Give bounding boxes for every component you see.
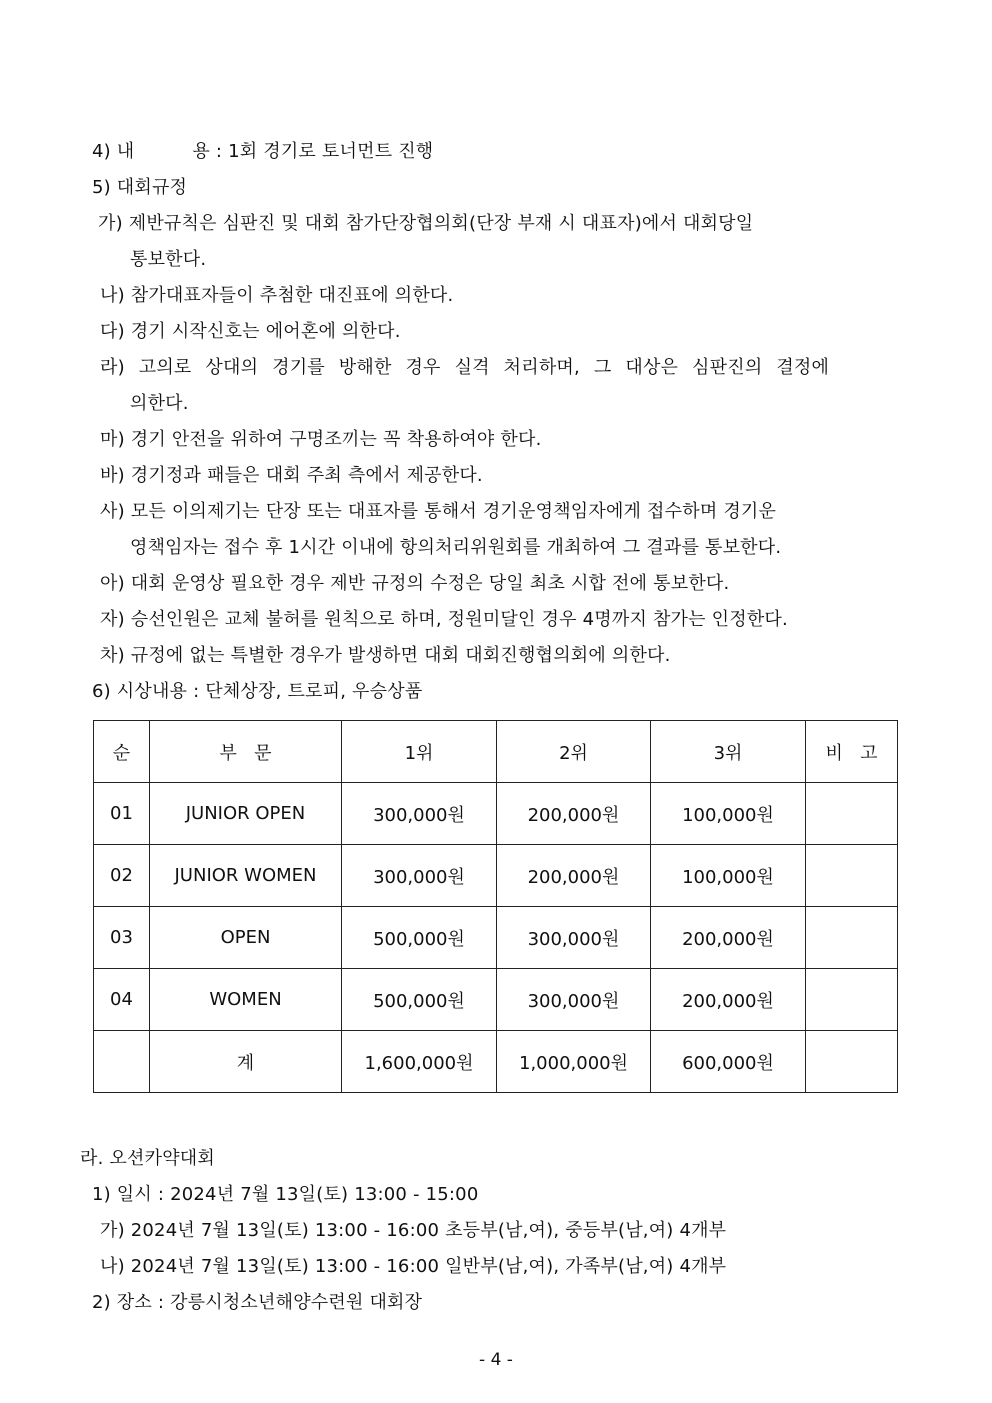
cell-division: JUNIOR WOMEN — [150, 845, 342, 907]
cell-second: 300,000원 — [497, 969, 651, 1031]
cell-rank: 02 — [94, 845, 150, 907]
cell-rank — [94, 1031, 150, 1093]
page-number: - 4 - — [479, 1350, 513, 1370]
cell-total-second: 1,000,000원 — [497, 1031, 651, 1093]
cell-remarks — [806, 845, 898, 907]
cell-rank: 01 — [94, 783, 150, 845]
rule-ra-line1: 라) 고의로 상대의 경기를 방해한 경우 실격 처리하며, 그 대상은 심판진의 결정에 — [100, 357, 830, 378]
cell-second: 300,000원 — [497, 907, 651, 969]
cell-second: 200,000원 — [497, 783, 651, 845]
item6-awards: 6) 시상내용 : 단체상장, 트로피, 우승상품 — [92, 681, 423, 702]
rule-cha: 차) 규정에 없는 특별한 경우가 발생하면 대회 대회진행협의회에 의한다. — [100, 645, 671, 666]
cell-first: 500,000원 — [342, 907, 497, 969]
cell-remarks — [806, 969, 898, 1031]
cell-total-third: 600,000원 — [651, 1031, 806, 1093]
rule-na: 나) 참가대표자들이 추첨한 대진표에 의한다. — [100, 285, 454, 306]
cell-remarks — [806, 907, 898, 969]
rule-ga-line1: 가) 제반규칙은 심판진 및 대회 참가단장협의회(단장 부재 시 대표자)에서 대회당일 — [98, 213, 754, 234]
item5-title: 5) 대회규정 — [92, 177, 188, 198]
cell-remarks — [806, 1031, 898, 1093]
table-total-row — [94, 1031, 898, 1093]
cell-total-first: 1,600,000원 — [342, 1031, 497, 1093]
cell-remarks — [806, 783, 898, 845]
rule-sa-line2: 영책임자는 접수 후 1시간 이내에 항의처리위원회를 개최하여 그 결과를 통보한다. — [130, 537, 782, 558]
header-remarks: 비 고 — [806, 721, 898, 783]
item4-label: 4) 내 — [92, 141, 135, 162]
prize-table — [93, 720, 898, 1093]
cell-third: 200,000원 — [651, 969, 806, 1031]
cell-third: 200,000원 — [651, 907, 806, 969]
rule-sa-line1: 사) 모든 이의제기는 단장 또는 대표자를 통해서 경기운영책임자에게 접수하며 경기운 — [100, 501, 777, 522]
cell-first: 300,000원 — [342, 783, 497, 845]
item4-content: 용 : 1회 경기로 토너먼트 진행 — [192, 141, 434, 162]
cell-third: 100,000원 — [651, 783, 806, 845]
table-row — [94, 845, 898, 907]
cell-division: WOMEN — [150, 969, 342, 1031]
table-header-row — [94, 721, 898, 783]
rule-da: 다) 경기 시작신호는 에어혼에 의한다. — [100, 321, 401, 342]
cell-first: 500,000원 — [342, 969, 497, 1031]
ra-item2: 2) 장소 : 강릉시청소년해양수련원 대회장 — [92, 1292, 423, 1313]
header-rank: 순 — [94, 721, 150, 783]
rule-ja: 자) 승선인원은 교체 불허를 원칙으로 하며, 정원미달인 경우 4명까지 참가는 인정한다. — [100, 609, 788, 630]
ra-item1-ga: 가) 2024년 7월 13일(토) 13:00 - 16:00 초등부(남,여), 중등부(남,여) 4개부 — [100, 1220, 727, 1241]
table-row — [94, 969, 898, 1031]
cell-division: JUNIOR OPEN — [150, 783, 342, 845]
cell-rank: 04 — [94, 969, 150, 1031]
header-first: 1위 — [342, 721, 497, 783]
table-row — [94, 907, 898, 969]
cell-division: OPEN — [150, 907, 342, 969]
item4-line — [92, 140, 433, 164]
rule-a: 아) 대회 운영상 필요한 경우 제반 규정의 수정은 당일 최초 시합 전에 통보한다. — [100, 573, 730, 594]
header-third: 3위 — [651, 721, 806, 783]
section-ra-title: 라. 오션카약대회 — [80, 1148, 215, 1169]
cell-total-label: 계 — [150, 1031, 342, 1093]
ra-item1: 1) 일시 : 2024년 7월 13일(토) 13:00 - 15:00 — [92, 1184, 479, 1205]
table-row — [94, 783, 898, 845]
cell-third: 100,000원 — [651, 845, 806, 907]
rule-ba: 바) 경기정과 패들은 대회 주최 측에서 제공한다. — [100, 465, 483, 486]
cell-rank: 03 — [94, 907, 150, 969]
cell-second: 200,000원 — [497, 845, 651, 907]
header-second: 2위 — [497, 721, 651, 783]
header-division: 부 문 — [150, 721, 342, 783]
ra-item1-na: 나) 2024년 7월 13일(토) 13:00 - 16:00 일반부(남,여), 가족부(남,여) 4개부 — [100, 1256, 727, 1277]
rule-ra-line2: 의한다. — [130, 393, 189, 414]
rule-ga-line2: 통보한다. — [130, 249, 207, 270]
cell-first: 300,000원 — [342, 845, 497, 907]
rule-ma: 마) 경기 안전을 위하여 구명조끼는 꼭 착용하여야 한다. — [100, 429, 542, 450]
